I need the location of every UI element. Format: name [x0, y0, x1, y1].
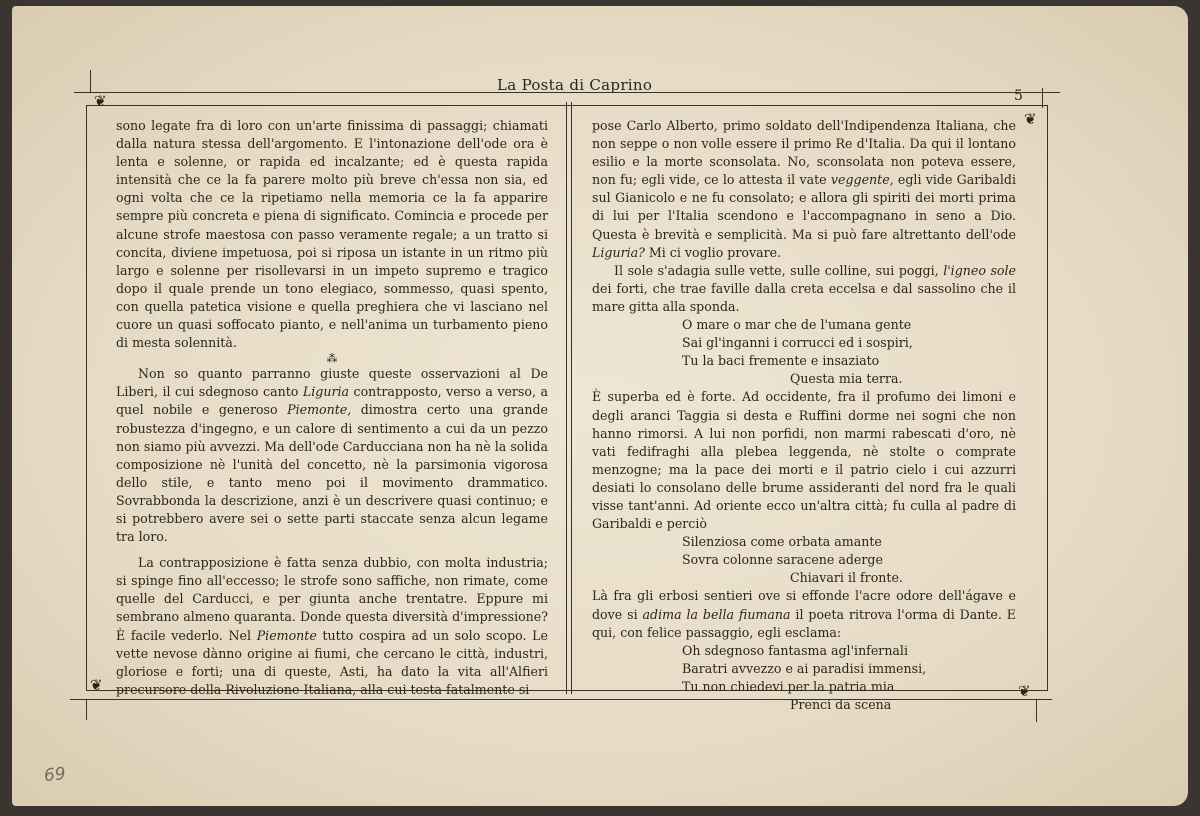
verse-line: Tu non chiedevi per la patria mia [682, 678, 895, 694]
running-title: La Posta di Caprino [497, 76, 653, 94]
asterism-separator: ⁂ [326, 352, 338, 366]
verse-line: Tu la baci fremente e insaziato [682, 353, 880, 369]
paragraph: Là fra gli erbosi sentieri ove si effonde l'acre odore dell'ágave e dove si adima la bella fiumana il poeta ritrova l'orma di Dante. E qui, con felice passaggio, egli esclama: [592, 588, 1016, 640]
verse-line: Silenziosa come orbata amante [682, 534, 882, 550]
verse-line: Oh sdegnoso fantasma agl'infernali [682, 642, 908, 658]
verse-line: Baratri avvezzo e ai paradisi immensi, [682, 660, 927, 676]
paragraph: Non so quanto parranno giuste queste osservazioni al De Liberi, il cui sdegnoso canto Liguria contrapposto, verso a verso, a quel nobile e generoso Piemonte, dimostra certo una grande robustezza d'ingegno, e un calore di sentimento a cui da un pezzo non siamo più avvezzi. Ma dell'ode Carducciana non ha nè la solida composizione nè l'unità del concetto, nè la parsimonia vigorosa dello stile, e tanto meno poi il movimento drammatico. Sovrabbonda la descrizione, anzi è un descrivere quasi continuo; e si potrebbero avere sei o sette parti staccate senza alcun legame tra loro. [116, 366, 549, 545]
paragraph: È superba ed è forte. Ad occidente, fra il profumo dei limoni e degli aranci Taggia si desta e Ruffini dorme nei sogni che non hanno rimorsi. A lui non porfidi, non marmi rabescati d'oro, nè vati fedifraghi alla plebea leggenda, nè stolte o comprate menzogne; ma la pace dei morti e il patrio cielo i cui azzurri desiati lo consolano delle brume assideranti del nord fra le quali visse tant'anni. Ad oriente ecco un'altra città; fu culla al padre di Garibaldi e perciò [592, 389, 1016, 532]
paragraph: Il sole s'adagia sulle vette, sulle colline, sui poggi, l'igneo sole dei forti, che trae faville dalla creta eccelsa e dal sassolino che il mare gitta alla sponda. [592, 262, 1016, 314]
paragraph: La contrapposizione è fatta senza dubbio, con molta industria; si spinge fino all'eccesso; le strofe sono saffiche, non rimate, come quelle del Carducci, e per giunta anche trentatre. Eppure mi sembrano almeno quaranta. Donde questa diversità d'impressione? È facile vederlo. Nel Piemonte tutto cospira ad un solo scopo. Le vette nevose dànno origine ai fiumi, che cercano le città, industri, gloriose e forti; una di queste, Asti, ha dato la vita all'Alfieri precursore della Rivoluzione Italiana, alla cui testa fatalmente si [116, 555, 548, 697]
verse-line: Sai gl'inganni i corrucci ed i sospiri, [682, 335, 913, 351]
column-divider-right [571, 102, 572, 694]
corner-ornament-icon: ❦ [1018, 682, 1031, 700]
top-inner-rule [86, 105, 1048, 106]
top-left-tick [90, 70, 91, 92]
handwritten-margin-note: 69 [43, 763, 67, 787]
top-right-tick [1042, 88, 1043, 108]
right-frame-line [1047, 105, 1048, 690]
verse-line: Prenci da scena [790, 697, 892, 712]
left-frame-line [86, 105, 87, 690]
corner-ornament-icon: ❦ [94, 92, 107, 110]
verse-block [592, 316, 1016, 388]
top-rule [74, 92, 1060, 93]
paragraph: pose Carlo Alberto, primo soldato dell'Indipendenza Italiana, che non seppe o non volle essere il primo Re d'Italia. Da qui il lontano esilio e la morte sconsolata. No, sconsolata non poteva essere, non fu; egli vide, ce lo attesta il vate veggente, egli vide Garibaldi sul Gianicolo e ne fu consolato; e allora gli spiriti dei morti prima di lui per l'Italia scendono e l'accompagnano in seno a Dio. Questa è brevità e semplicità. Ma si può fare altrettanto dell'ode Liguria? Mi ci voglio provare. [592, 118, 1016, 260]
paragraph: sono legate fra di loro con un'arte finissima di passaggi; chiamati dalla natura stessa dell'argomento. E l'intonazione dell'ode ora è lenta e solenne, or rapida ed incalzante; ed è questa rapida intensità che ce la fa parere molto più breve ch'essa non sia, ed ogni volta che ce la ripetiamo nella memoria ce la fa apparire sempre più concreta e piena di significato. Comincia e procede per alcune strofe maestosa con passo veramente regale; a un tratto si concita, diviene impetuosa, poi si riposa un istante in un ritmo più largo e solenne per risollevarsi in un impeto supremo e tragico dopo il quale prende un tono elegiaco, sommesso, quasi spento, con quella patetica visione e quella preghiera che vi lasciano nel cuore un quasi soffocato pianto, e nell'anima un turbamento pieno di mesta solennità. [116, 118, 548, 351]
bottom-right-tick [1036, 700, 1037, 722]
verse-line: Questa mia terra. [790, 371, 903, 387]
left-text-column [116, 117, 548, 699]
verse-block [592, 642, 1016, 714]
corner-ornament-icon: ❦ [1024, 110, 1037, 128]
right-text-column [592, 117, 1016, 714]
verse-line: O mare o mar che de l'umana gente [682, 317, 912, 333]
verse-line: Chiavari il fronte. [790, 570, 903, 586]
column-divider-left [566, 102, 567, 694]
verse-block [592, 533, 1016, 587]
bottom-left-tick [86, 700, 87, 720]
page-number: 5 [1014, 88, 1023, 104]
verse-line: Sovra colonne saracene aderge [682, 552, 883, 568]
corner-ornament-icon: ❦ [90, 676, 103, 694]
